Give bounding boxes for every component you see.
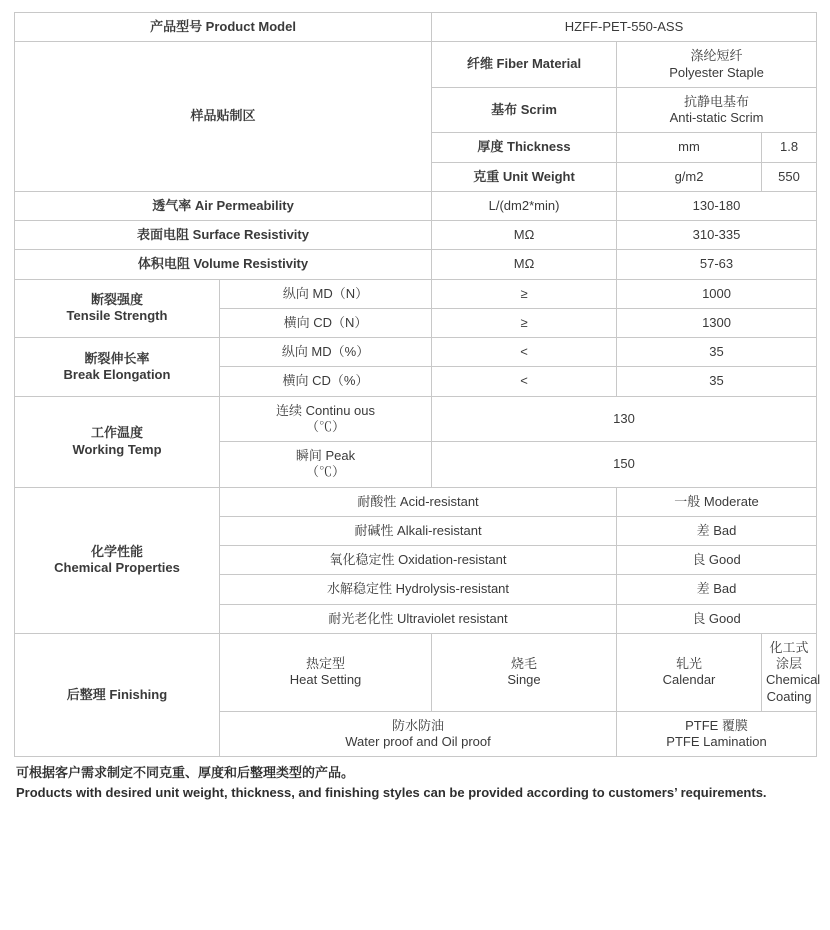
peak-temp-unit: （℃） bbox=[306, 464, 346, 480]
table-row bbox=[15, 42, 817, 88]
air-permeability-label: 透气率 Air Permeability bbox=[15, 191, 432, 220]
finishing-ptfe-cn: PTFE 覆膜 bbox=[685, 717, 748, 733]
continuous-temp-value: 130 bbox=[432, 396, 817, 442]
peak-temp-value: 150 bbox=[432, 442, 817, 488]
finishing-chemical-coating-cn: 化工式涂层 bbox=[769, 639, 809, 671]
surface-resistivity-label: 表面电阻 Surface Resistivity bbox=[15, 221, 432, 250]
unit-weight-unit: g/m2 bbox=[617, 162, 762, 191]
footer-note-cn: 可根据客户需求制定不同克重、厚度和后整理类型的产品。 bbox=[16, 765, 355, 781]
table-row bbox=[15, 279, 817, 308]
volume-resistivity-label: 体积电阻 Volume Resistivity bbox=[15, 250, 432, 279]
finishing-waterproof bbox=[220, 711, 617, 757]
working-temp-label-cn: 工作温度 bbox=[90, 425, 143, 441]
chemical-property-rating: 差 Bad bbox=[617, 575, 817, 604]
finishing-singe-cn: 烧毛 bbox=[511, 656, 538, 671]
finishing-heat-setting-cn: 热定型 bbox=[306, 656, 346, 671]
table-row bbox=[15, 396, 817, 442]
finishing-calendar bbox=[617, 633, 762, 711]
elongation-cd-label: 横向 CD（%） bbox=[220, 367, 432, 396]
continuous-temp-label bbox=[220, 396, 432, 442]
finishing-chemical-coating-en: Chemical Coating bbox=[766, 672, 821, 704]
tensile-md-label: 纵向 MD（N） bbox=[220, 279, 432, 308]
specification-table bbox=[14, 12, 821, 757]
fiber-value bbox=[617, 42, 817, 88]
sample-area-label: 样品贴制区 bbox=[15, 42, 432, 192]
footer-note bbox=[14, 763, 816, 802]
finishing-calendar-cn: 轧光 bbox=[676, 656, 703, 671]
fiber-label: 纤维 Fiber Material bbox=[432, 42, 617, 88]
surface-resistivity-unit: MΩ bbox=[432, 221, 617, 250]
table-row bbox=[15, 13, 817, 42]
tensile-strength-label bbox=[15, 279, 220, 338]
tensile-md-operator: ≥ bbox=[432, 279, 617, 308]
volume-resistivity-value: 57-63 bbox=[617, 250, 817, 279]
finishing-ptfe-en: PTFE Lamination bbox=[666, 734, 767, 749]
break-elongation-label bbox=[15, 338, 220, 397]
working-temp-label bbox=[15, 396, 220, 487]
footer-note-en: Products with desired unit weight, thickness, and finishing styles can be provided according to customers’ requirements. bbox=[16, 784, 767, 800]
finishing-singe-en: Singe bbox=[507, 672, 541, 688]
tensile-cd-operator: ≥ bbox=[432, 308, 617, 337]
finishing-singe bbox=[432, 633, 617, 711]
finishing-waterproof-en: Water proof and Oil proof bbox=[345, 734, 491, 749]
finishing-heat-setting-en: Heat Setting bbox=[289, 672, 362, 688]
table-row bbox=[15, 338, 817, 367]
continuous-temp-unit: （℃） bbox=[306, 418, 346, 434]
chemical-properties-label-en: Chemical Properties bbox=[54, 560, 180, 576]
chemical-property-rating: 良 Good bbox=[617, 604, 817, 633]
finishing-waterproof-cn: 防水防油 bbox=[392, 717, 445, 733]
scrim-value bbox=[617, 87, 817, 133]
scrim-value-cn: 抗静电基布 bbox=[684, 93, 750, 109]
scrim-label: 基布 Scrim bbox=[432, 87, 617, 133]
chemical-property-rating: 良 Good bbox=[617, 546, 817, 575]
chemical-properties-label bbox=[15, 487, 220, 633]
elongation-cd-operator: < bbox=[432, 367, 617, 396]
table-row bbox=[15, 487, 817, 516]
finishing-ptfe bbox=[617, 711, 817, 757]
thickness-unit: mm bbox=[617, 133, 762, 162]
finishing-chemical-coating bbox=[762, 633, 821, 711]
tensile-md-value: 1000 bbox=[617, 279, 817, 308]
volume-resistivity-unit: MΩ bbox=[432, 250, 617, 279]
finishing-calendar-en: Calendar bbox=[662, 672, 716, 688]
chemical-property-name: 耐光老化性 Ultraviolet resistant bbox=[220, 604, 617, 633]
chemical-property-name: 耐碱性 Alkali-resistant bbox=[220, 516, 617, 545]
break-elongation-label-cn: 断裂伸长率 bbox=[84, 350, 150, 366]
fiber-value-cn: 涤纶短纤 bbox=[690, 48, 743, 64]
elongation-md-value: 35 bbox=[617, 338, 817, 367]
air-permeability-value: 130-180 bbox=[617, 191, 817, 220]
peak-temp-label-text: 瞬间 Peak bbox=[295, 448, 356, 463]
continuous-temp-label-text: 连续 Continu ous bbox=[276, 402, 375, 418]
table-row bbox=[15, 191, 817, 220]
air-permeability-unit: L/(dm2*min) bbox=[432, 191, 617, 220]
chemical-property-name: 氧化稳定性 Oxidation-resistant bbox=[220, 546, 617, 575]
elongation-md-operator: < bbox=[432, 338, 617, 367]
finishing-label: 后整理 Finishing bbox=[15, 633, 220, 757]
tensile-strength-label-en: Tensile Strength bbox=[66, 308, 168, 324]
chemical-property-rating: 差 Bad bbox=[617, 516, 817, 545]
scrim-value-en: Anti-static Scrim bbox=[669, 110, 764, 125]
thickness-label: 厚度 Thickness bbox=[432, 133, 617, 162]
chemical-property-name: 耐酸性 Acid-resistant bbox=[220, 487, 617, 516]
thickness-value: 1.8 bbox=[762, 133, 817, 162]
tensile-cd-label: 横向 CD（N） bbox=[220, 308, 432, 337]
surface-resistivity-value: 310-335 bbox=[617, 221, 817, 250]
table-row bbox=[15, 221, 817, 250]
unit-weight-value: 550 bbox=[762, 162, 817, 191]
peak-temp-label bbox=[220, 442, 432, 488]
tensile-strength-label-cn: 断裂强度 bbox=[90, 292, 143, 307]
chemical-properties-label-cn: 化学性能 bbox=[90, 543, 143, 559]
chemical-property-rating: 一般 Moderate bbox=[617, 487, 817, 516]
chemical-property-name: 水解稳定性 Hydrolysis-resistant bbox=[220, 575, 617, 604]
fiber-value-en: Polyester Staple bbox=[669, 64, 764, 80]
tensile-cd-value: 1300 bbox=[617, 308, 817, 337]
break-elongation-label-en: Break Elongation bbox=[63, 366, 171, 382]
elongation-cd-value: 35 bbox=[617, 367, 817, 396]
working-temp-label-en: Working Temp bbox=[72, 441, 162, 457]
table-row bbox=[15, 633, 817, 711]
product-model-label: 产品型号 Product Model bbox=[15, 13, 432, 42]
unit-weight-label: 克重 Unit Weight bbox=[432, 162, 617, 191]
elongation-md-label: 纵向 MD（%） bbox=[220, 338, 432, 367]
table-row bbox=[15, 250, 817, 279]
finishing-heat-setting bbox=[220, 633, 432, 711]
product-model-value: HZFF-PET-550-ASS bbox=[432, 13, 817, 42]
